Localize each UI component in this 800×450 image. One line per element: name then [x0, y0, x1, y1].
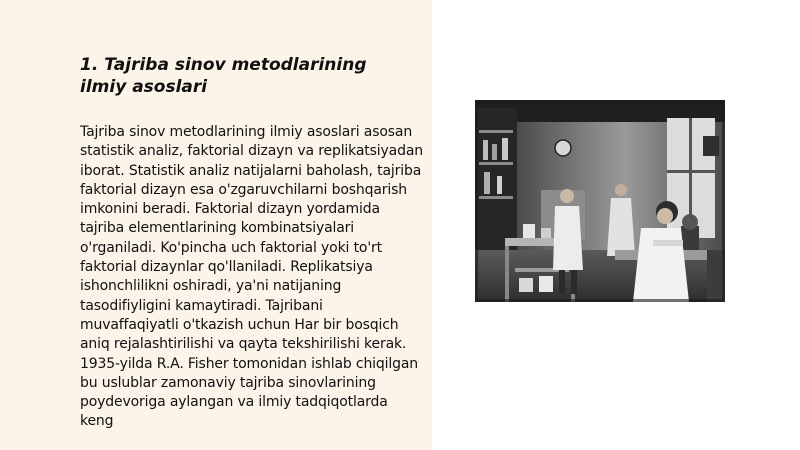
- slide-body-text: Tajriba sinov metodlarining ilmiy asoslari asosan statistik analiz, faktorial dizayn va replikatsiyadan iborat. Statistik analiz natijalarni baholash, tajriba faktorial dizayn esa o'zgaruvchilarni boshqarish imkonini beradi. Faktorial dizayn yordamida tajriba elementlarining kombinatsiyalari o'rganiladi. Ko'pincha uch faktorial yoki to'rt faktorial dizaynlar qo'llaniladi. Replikatsiya ishonchlilikni oshiradi, ya'ni natijaning tasodifiyligini kamaytiradi. Tajribani muvaffaqiyatli o'tkazish uchun Har bir bosqich aniq rejalashtirilishi va qayta tekshirilishi kerak. 1935-yilda R.A. Fisher tomonidan ishlab chiqilgan bu uslublar zamonaviy tajriba sinovlarining poydevoriga aylangan va ilmiy tadqiqotlarda keng: [80, 124, 423, 430]
- slide-title: 1. Tajriba sinov metodlarining ilmiy asoslari: [80, 55, 367, 97]
- laboratory-photo: [475, 100, 725, 302]
